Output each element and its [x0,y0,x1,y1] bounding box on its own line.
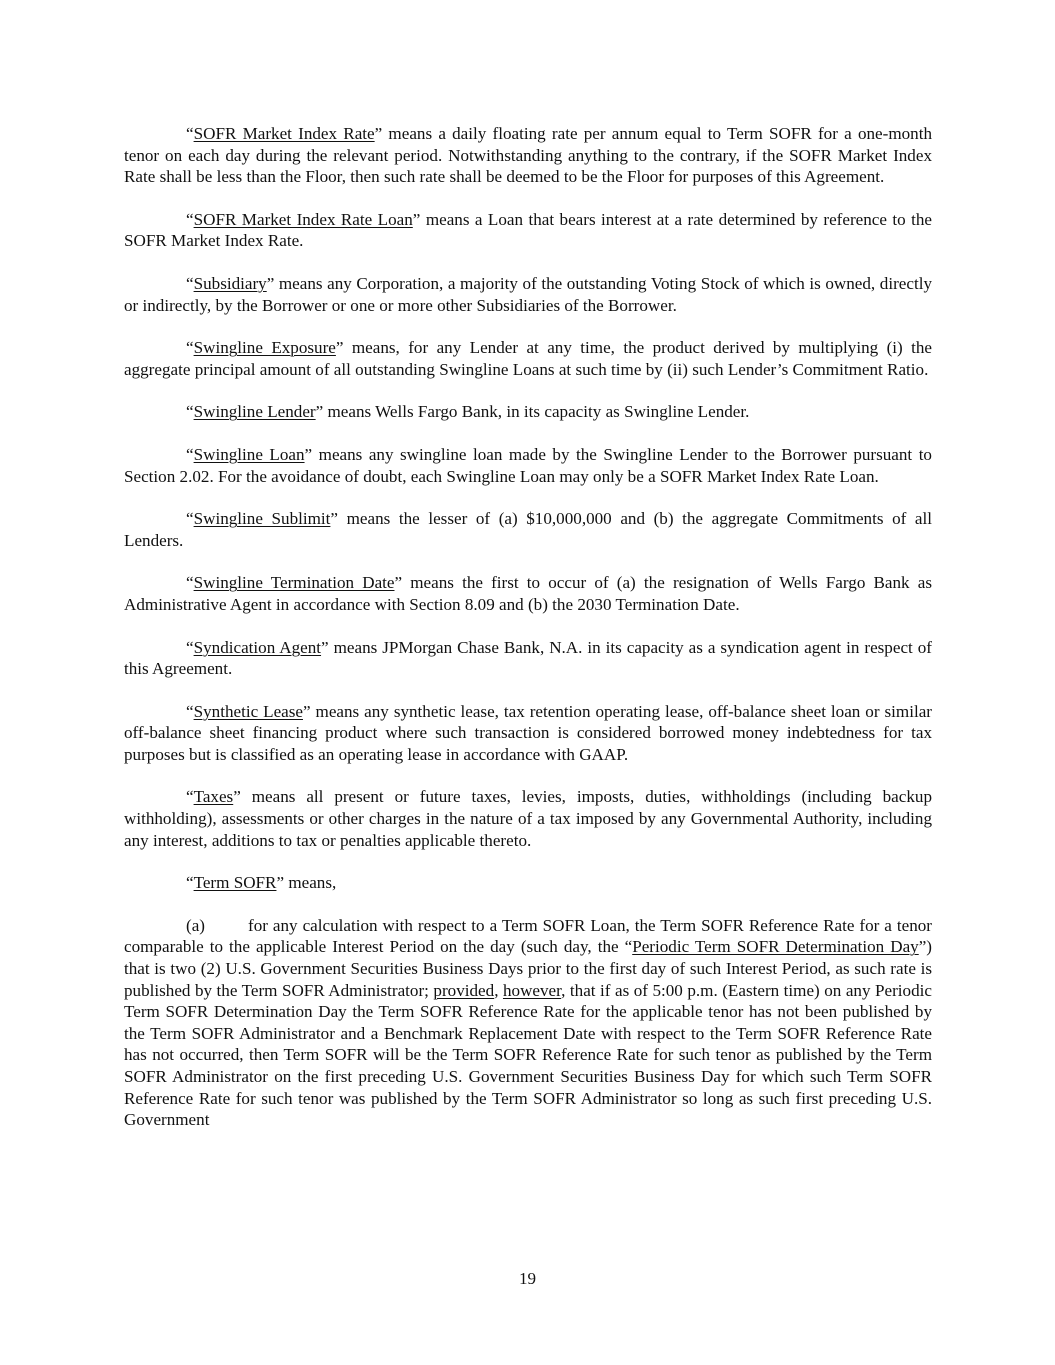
clause-label: (a) [186,915,205,935]
defined-term: SOFR Market Index Rate [193,124,375,143]
defined-term: Swingline Lender [193,402,316,422]
provided-term: provided [433,980,495,1000]
definition-syndication-agent: “Syndication Agent” means JPMorgan Chase Bank, N.A. in its capacity as a syndication agent in respect of this Agreement. [124,637,932,679]
defined-term: Swingline Loan [193,444,305,464]
definition-text: means Wells Fargo Bank, in its capacity as Swingline Lender. [323,402,750,422]
definition-text: means, [284,873,337,893]
definition-swingline-termination-date: “Swingline Termination Date” means the first to occur of (a) the resignation of Wells Fargo Bank as Administrative Agent in accordance with Section 8.09 and (b) the 2030 Termination Date. [124,573,932,614]
definition-text: means any synthetic lease, tax retention operating lease, off-balance sheet loan or similar off-balance sheet financing product where such transaction is considered borrowed money indebtedness for tax purposes but is classified as an operating lease in accordance with GAAP. [124,701,932,764]
definition-text: means any swingline loan made by the Swingline Lender to the Borrower pursuant to Section 2.02. For the avoidance of doubt, each Swingline Loan may only be a SOFR Market Index Rate Loan. [124,444,932,486]
definition-text: means, for any Lender at any time, the product derived by multiplying (i) the aggregate principal amount of all outstanding Swingline Loans at such time by (ii) such Lender’s Commitment Ratio. [124,338,932,379]
clause-text: , that if as of 5:00 p.m. (Eastern time) on any Periodic Term SOFR Determination Day the Term SOFR Reference Rate for the applicable tenor has not been published by the Term SOFR Administrator and a Benchmark Replacement Date with respect to the Term SOFR Reference Rate has not occurred, then Term SOFR will be the Term SOFR Reference Rate for such tenor as published by the Term SOFR Administrator on the first preceding U.S. Government Securities Business Day for which such Term SOFR Reference Rate for such tenor was published by the Term SOFR Administrator so long as such first preceding U.S. Government [124,980,932,1130]
however-term: however [502,980,562,1000]
defined-term: Swingline Termination Date [193,573,395,593]
definition-text: means a daily floating rate per annum equal to Term SOFR for a one-month tenor on each day during the relevant period. Notwithstanding anything to the contrary, if the SOFR Market Index Rate shall be less than the Floor, then such rate shall be deemed to be the Floor for purposes of this Agreement. [124,124,933,187]
defined-term: Term SOFR [193,873,277,893]
definition-synthetic-lease: “Synthetic Lease” means any synthetic lease, tax retention operating lease, off-balance sheet loan or similar off-balance sheet financing product where such transaction is considered borrowed money indebtedness for tax purposes but is classified as an operating lease in accordance with GAAP. [124,701,932,764]
definition-text: means a Loan that bears interest at a rate determined by reference to the SOFR Market Index Rate. [124,209,932,251]
defined-term: Syndication Agent [193,637,322,657]
definition-text: means JPMorgan Chase Bank, N.A. in its capacity as a syndication agent in respect of this Agreement. [124,637,932,679]
definition-text: means any Corporation, a majority of the outstanding Voting Stock of which is owned, directly or indirectly, by the Borrower or one or more other Subsidiaries of the Borrower. [124,273,932,315]
definition-swingline-sublimit: “Swingline Sublimit” means the lesser of (a) $10,000,000 and (b) the aggregate Commitments of all Lenders. [124,509,933,550]
definition-swingline-loan: “Swingline Loan” means any swingline loan made by the Swingline Lender to the Borrower pursuant to Section 2.02. For the avoidance of doubt, each Swingline Loan may only be a SOFR Market Index Rate Loan. [124,444,932,486]
page-number: 19 [518,1269,537,1288]
document-page [124,123,932,1131]
definition-text: means the lesser of (a) $10,000,000 and (b) the aggregate Commitments of all Lenders. [124,509,933,550]
definition-term-sofr: “Term SOFR” means, [186,873,337,893]
definition-sofr-market-index-rate-loan: “SOFR Market Index Rate Loan” means a Loan that bears interest at a rate determined by reference to the SOFR Market Index Rate. [124,209,932,251]
definition-subsidiary: “Subsidiary” means any Corporation, a majority of the outstanding Voting Stock of which is owned, directly or indirectly, by the Borrower or one or more other Subsidiaries of the Borrower. [124,273,932,315]
defined-term: Swingline Exposure [193,338,336,358]
defined-term: Taxes [193,787,234,807]
defined-term: Subsidiary [193,273,267,293]
clause-text: ”) that is two (2) U.S. Government Securities Business Days prior to the first day of such Interest Period, as such rate is published by the Term SOFR Administrator; [124,937,932,1000]
definition-text: means the first to occur of (a) the resignation of Wells Fargo Bank as Administrative Agent in accordance with Section 8.09 and (b) the 2030 Termination Date. [124,573,932,614]
definition-taxes: “Taxes” means all present or future taxes, levies, imposts, duties, withholdings (including backup withholding), assessments or other charges in the nature of a tax imposed by any Governmental Authority, including any interest, additions to tax or penalties applicable thereto. [124,787,932,850]
defined-term: Synthetic Lease [193,701,303,721]
clause-a: (a) for any calculation with respect to a Term SOFR Loan, the Term SOFR Reference Rate for a tenor comparable to the applicable Interest Period on the day (such day, the “Periodic Term SOFR Determination Day”) that is two (2) U.S. Government Securities Business Days prior to the first day of such Interest Period, as such rate is published by the Term SOFR Administrator; provided, however, that if as of 5:00 p.m. (Eastern time) on any Periodic Term SOFR Determination Day the Term SOFR Reference Rate for the applicable tenor has not been published by the Term SOFR Administrator and a Benchmark Replacement Date with respect to the Term SOFR Reference Rate has not occurred, then Term SOFR will be the Term SOFR Reference Rate for such tenor as published by the Term SOFR Administrator on the first preceding U.S. Government Securities Business Day for which such Term SOFR Reference Rate for such tenor was published by the Term SOFR Administrator so long as such first preceding U.S. Government [124,915,932,1130]
defined-term: SOFR Market Index Rate Loan [193,209,413,229]
defined-term: Periodic Term SOFR Determination Day [632,937,919,957]
definition-sofr-market-index-rate: “SOFR Market Index Rate” means a daily floating rate per annum equal to Term SOFR for a one-month tenor on each day during the relevant period. Notwithstanding anything to the contrary, if the SOFR Market Index Rate shall be less than the Floor, then such rate shall be deemed to be the Floor for purposes of this Agreement. [124,124,933,187]
defined-term: Swingline Sublimit [193,509,331,529]
clause-text: for any calculation with respect to a Term SOFR Loan, the Term SOFR Reference Rate for a tenor comparable to the applicable Interest Period on the day (such day, the “ [124,915,932,957]
definition-swingline-lender: “Swingline Lender” means Wells Fargo Bank, in its capacity as Swingline Lender. [186,402,750,422]
definition-text: means all present or future taxes, levies, imposts, duties, withholdings (including backup withholding), assessments or other charges in the nature of a tax imposed by any Governmental Authority, including any interest, additions to tax or penalties applicable thereto. [124,787,932,850]
definition-swingline-exposure: “Swingline Exposure” means, for any Lender at any time, the product derived by multiplying (i) the aggregate principal amount of all outstanding Swingline Loans at such time by (ii) such Lender’s Commitment Ratio. [124,338,932,379]
